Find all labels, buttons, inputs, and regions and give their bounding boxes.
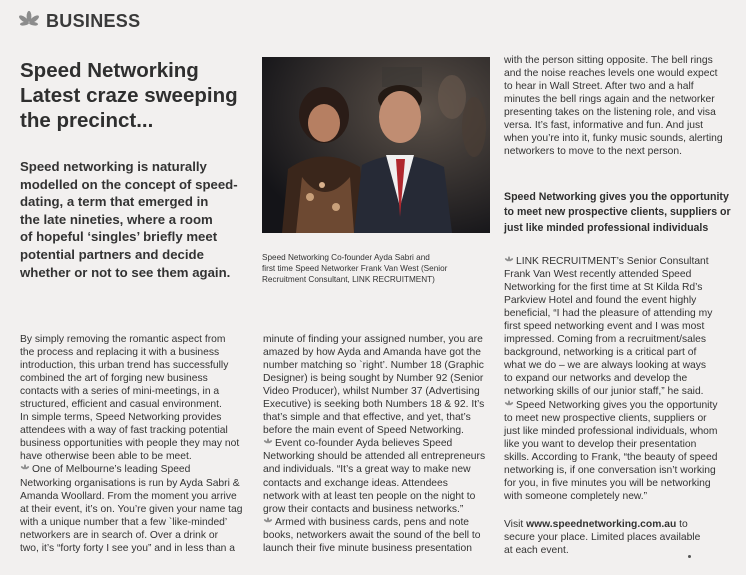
call-to-action	[504, 518, 740, 557]
caption-line: first time Speed Networker Frank Van West (Senior	[262, 264, 448, 273]
body-line: at their event, it’s on. You’re given your name tag	[20, 503, 243, 515]
intro-line: potential partners and decide	[20, 246, 204, 262]
body-line: By simply removing the romantic aspect from	[20, 334, 226, 345]
body-line: impressed. Coming from a recruitment/sales	[504, 334, 707, 346]
body-line: contacts and exchange ideas. Attendees	[263, 477, 448, 489]
section-label: BUSINESS	[46, 10, 141, 31]
body-line: Frank Van West recently attended Speed	[504, 269, 692, 281]
flower-icon	[504, 256, 514, 265]
intro-line: dating, a term that emerged in	[20, 194, 209, 210]
body-line: Networking organisations is run by Ayda Sabri &	[20, 477, 240, 489]
body-line: network with at least ten people on the night to	[263, 490, 476, 502]
body-line: and the noise reaches levels one would expect	[504, 68, 718, 80]
body-line: combined the art of forging new business	[20, 373, 208, 385]
body-line: In simple terms, Speed Networking provides	[20, 412, 222, 424]
body-line: networking skills of our junior staff,” he said.	[504, 386, 704, 398]
pullquote-line: Speed Networking gives you the opportunity	[504, 191, 729, 203]
body-line: and individuals. “It’s a great way to make new	[263, 464, 471, 476]
cta-line-2: secure your place. Limited places available	[504, 532, 701, 544]
article-photo	[262, 57, 490, 233]
cta-line-3: at each event.	[504, 545, 569, 557]
body-line: Parkview Hotel and found the event highly	[504, 295, 697, 307]
body-line: like you want to develop their presentation	[504, 438, 697, 450]
body-line: beneficial, “I had the pleasure of attending my	[504, 308, 713, 320]
body-line: networking is, if one conversation isn’t working	[504, 464, 716, 476]
intro-line: whether or not to see them again.	[20, 264, 231, 280]
flower-icon	[504, 400, 514, 409]
body-line-text: LINK RECRUITMENT’s Senior Consultant	[516, 256, 709, 267]
body-line: structured, efficient and casual environment.	[20, 399, 222, 411]
body-line: before the main event of Speed Networking.	[263, 425, 464, 437]
cta-prefix: Visit	[504, 519, 527, 530]
body-line-text: Speed Networking gives you the opportunity	[516, 399, 718, 411]
caption-line: Recruitment Consultant, LINK RECRUITMENT)	[262, 275, 435, 284]
website-link[interactable]: www.speednetworking.com.au	[526, 519, 677, 530]
body-line: minute of finding your assigned number, you are	[263, 334, 483, 345]
body-line: to meet new prospective clients, suppliers or	[504, 412, 707, 424]
article-intro	[20, 158, 258, 281]
cta-suffix: to	[676, 519, 688, 530]
body-line: business opportunities with people they may not	[20, 438, 240, 450]
flower-icon	[263, 517, 273, 526]
body-line: for you, in five minutes you will be networking	[504, 477, 711, 489]
body-line-text: Event co-founder Ayda believes Speed	[275, 438, 453, 450]
pullquote-line: just like minded professional individuals	[504, 221, 709, 234]
body-line: grow their contacts and business networks.”	[263, 503, 464, 515]
pull-quote	[504, 190, 740, 236]
body-line: Designer) is being sought by Number 92 (Senior	[263, 373, 484, 385]
body-line: Amanda Woollard. From the moment you arrive	[20, 490, 237, 502]
body-line: the process and replacing it with a business	[20, 347, 220, 359]
intro-line: Speed networking is naturally	[20, 159, 207, 174]
body-line: minutes the bell rings again and the networker	[504, 94, 715, 106]
body-line: Networking for the first time at St Kilda Rd’s	[504, 282, 703, 294]
headline-line: Speed Networking	[20, 59, 199, 82]
body-line: Networking should be attended all entrepreneurs	[263, 451, 486, 463]
flower-icon	[20, 464, 30, 473]
flower-icon	[18, 10, 40, 32]
body-line: contacts with a series of mini-meetings, in a	[20, 386, 220, 398]
body-line: versa. It’s fast, informative and fun. And just	[504, 120, 703, 132]
intro-line: the late nineties, where a room	[20, 211, 213, 227]
body-line: books, networkers await the sound of the bell to	[263, 529, 481, 541]
caption-line: Speed Networking Co-founder Ayda Sabri and	[262, 253, 430, 262]
body-line	[20, 463, 260, 476]
headline-line: Latest craze sweeping	[20, 84, 238, 107]
body-column-3	[504, 255, 740, 503]
article-headline	[20, 58, 250, 133]
body-line: with a unique number that a few `like-minded’	[20, 516, 228, 528]
body-column-1	[20, 333, 260, 555]
body-line: networkers to move to the next person.	[504, 146, 682, 158]
body-line: background, networking is a critical part of	[504, 347, 697, 359]
body-line: that’s simple and that effective, and yet, that’s	[263, 412, 471, 424]
body-line: skills. According to Frank, “the beauty of speed	[504, 451, 718, 463]
body-line: when you’re into it, funky music sounds, alerting	[504, 133, 723, 145]
body-line: amazed by how Ayda and Amanda have got the	[263, 347, 481, 359]
intro-line: of hopeful ‘singles’ briefly meet	[20, 229, 218, 245]
body-line	[504, 399, 740, 412]
body-line-text: One of Melbourne’s leading Speed	[32, 464, 191, 476]
body-line: attendees with a way of fast tracking potential	[20, 425, 228, 437]
body-line: networkers are in search of. Over a drink or	[20, 529, 219, 541]
body-line: presenting takes on the listening role, and visa	[504, 107, 716, 119]
body-line: introduction, this urban trend has successfully	[20, 360, 229, 372]
body-line: what we do – we are always looking at ways	[504, 360, 707, 372]
body-line: just like minded professional individuals, whom	[504, 425, 718, 437]
flower-icon	[263, 438, 273, 447]
body-line	[263, 516, 501, 529]
section-header	[18, 10, 140, 32]
body-line-text: Armed with business cards, pens and note	[275, 516, 470, 528]
body-line: to expand our networks and develop the	[504, 373, 688, 385]
body-line: two, it’s “forty forty I see you” and in less than a	[20, 542, 235, 554]
cta-line-1	[504, 518, 740, 531]
body-column-3-top	[504, 54, 740, 158]
body-line: with someone completely new.”	[504, 490, 648, 502]
body-column-2	[263, 333, 501, 555]
body-line: with the person sitting opposite. The bell rings	[504, 55, 713, 66]
body-line: Executive) is seeking both Numbers 18 & 92. It’s	[263, 399, 485, 411]
body-line: number matching so `right’. Number 18 (Graphic	[263, 360, 484, 372]
body-line: have otherwise been able to be meet.	[20, 451, 192, 463]
body-line: first speed networking event and I was most	[504, 321, 705, 333]
photo-illustration	[262, 57, 490, 233]
intro-line: modelled on the concept of speed-	[20, 176, 238, 192]
body-line	[504, 255, 740, 268]
pullquote-line: to meet new prospective clients, suppliers or	[504, 206, 731, 219]
headline-line: the precinct...	[20, 109, 154, 132]
body-line: launch their five minute business presentation	[263, 542, 472, 554]
body-line: Video Producer), whilst Number 37 (Advertising	[263, 386, 480, 398]
photo-caption	[262, 252, 492, 285]
body-line: to hear in Wall Street. After two and a half	[504, 81, 694, 93]
body-line	[263, 437, 501, 450]
end-mark	[688, 555, 691, 558]
